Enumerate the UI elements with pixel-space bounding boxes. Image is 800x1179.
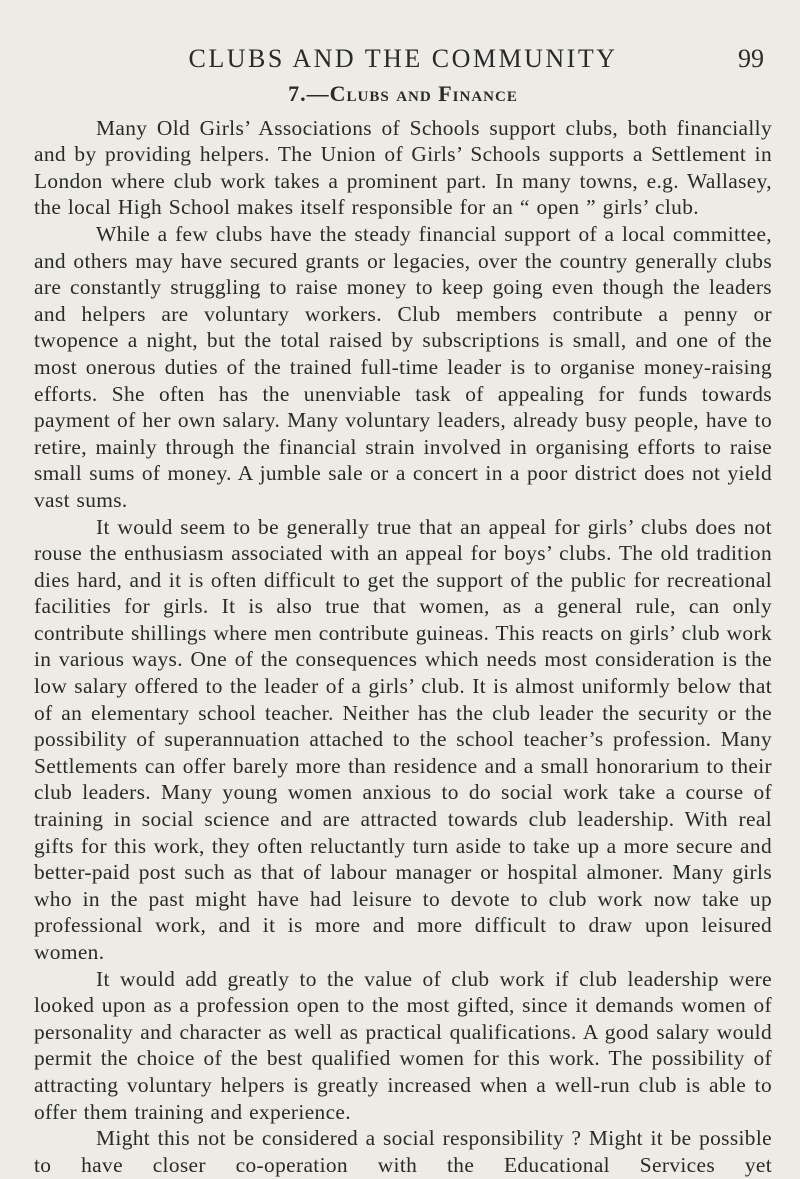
- paragraph-financial-support: While a few clubs have the steady financial support of a local committee, and others may have secured grants or legacies, over the country generally clubs are constantly struggling to raise money to keep going even though the leaders and helpers are voluntary workers. Club members contribute a penny or twopence a night, but the total raised by subscriptions is small, and one of the most onerous duties of the trained full-time leader is to organise money-raising efforts. She often has the unenviable task of appealing for funds towards payment of her own salary. Many voluntary leaders, already busy people, have to retire, mainly through the financial strain involved in organising efforts to raise small sums of money. A jumble sale or a concert in a poor district does not yield vast sums.: [34, 221, 772, 512]
- section-heading: [34, 80, 772, 109]
- paragraph-old-girls-associations: Many Old Girls’ Associations of Schools support clubs, both financially and by providing helpers. The Union of Girls’ Schools supports a Settlement in London where club work takes a prominent part. In many towns, e.g. Wallasey, the local High School makes itself responsible for an “ open ” girls’ club.: [34, 115, 772, 220]
- paragraph-appeal-for-girls-clubs: It would seem to be generally true that an appeal for girls’ clubs does not rouse the enthusiasm associated with an appeal for boys’ clubs. The old tradition dies hard, and it is often difficult to get the support of the public for recreational facilities for girls. It is also true that women, as a general rule, can only contribute shillings where men contribute guineas. This reacts on girls’ club work in various ways. One of the consequences which needs most consideration is the low salary offered to the leader of a girls’ club. It is almost uniformly below that of an elementary school teacher. Neither has the club leader the security or the possibility of superannuation attached to the school teacher’s profession. Many Settlements can offer barely more than residence and a small honorarium to their club leaders. Many young women anxious to do social work take a course of training in social science and are attracted towards club leadership. With real gifts for this work, they often reluctantly turn aside to take up a more secure and better-paid post such as that of labour manager or hospital almoner. Many girls who in the past might have had leisure to devote to club work now take up professional work, and it is more and more difficult to draw upon leisured women.: [34, 514, 772, 964]
- section-title: Clubs and Finance: [329, 81, 518, 106]
- running-head: [34, 0, 772, 73]
- section-number: 7.—: [288, 81, 330, 106]
- paragraph-social-responsibility: Might this not be considered a social responsibility ? Might it be possible to have closer co-operation with the Educational Services yet: [34, 1126, 772, 1177]
- body-text: [34, 115, 772, 1179]
- running-title: CLUBS AND THE COMMUNITY: [188, 44, 618, 73]
- page-number: 99: [738, 44, 764, 73]
- paragraph-club-leadership-profession: It would add greatly to the value of club work if club leadership were looked upon as a profession open to the most gifted, since it demands women of personality and character as well as practical qualifications. A good salary would permit the choice of the best qualified women for this work. The possibility of attracting voluntary helpers is greatly increased when a well-run club is able to offer them training and experience.: [34, 966, 772, 1124]
